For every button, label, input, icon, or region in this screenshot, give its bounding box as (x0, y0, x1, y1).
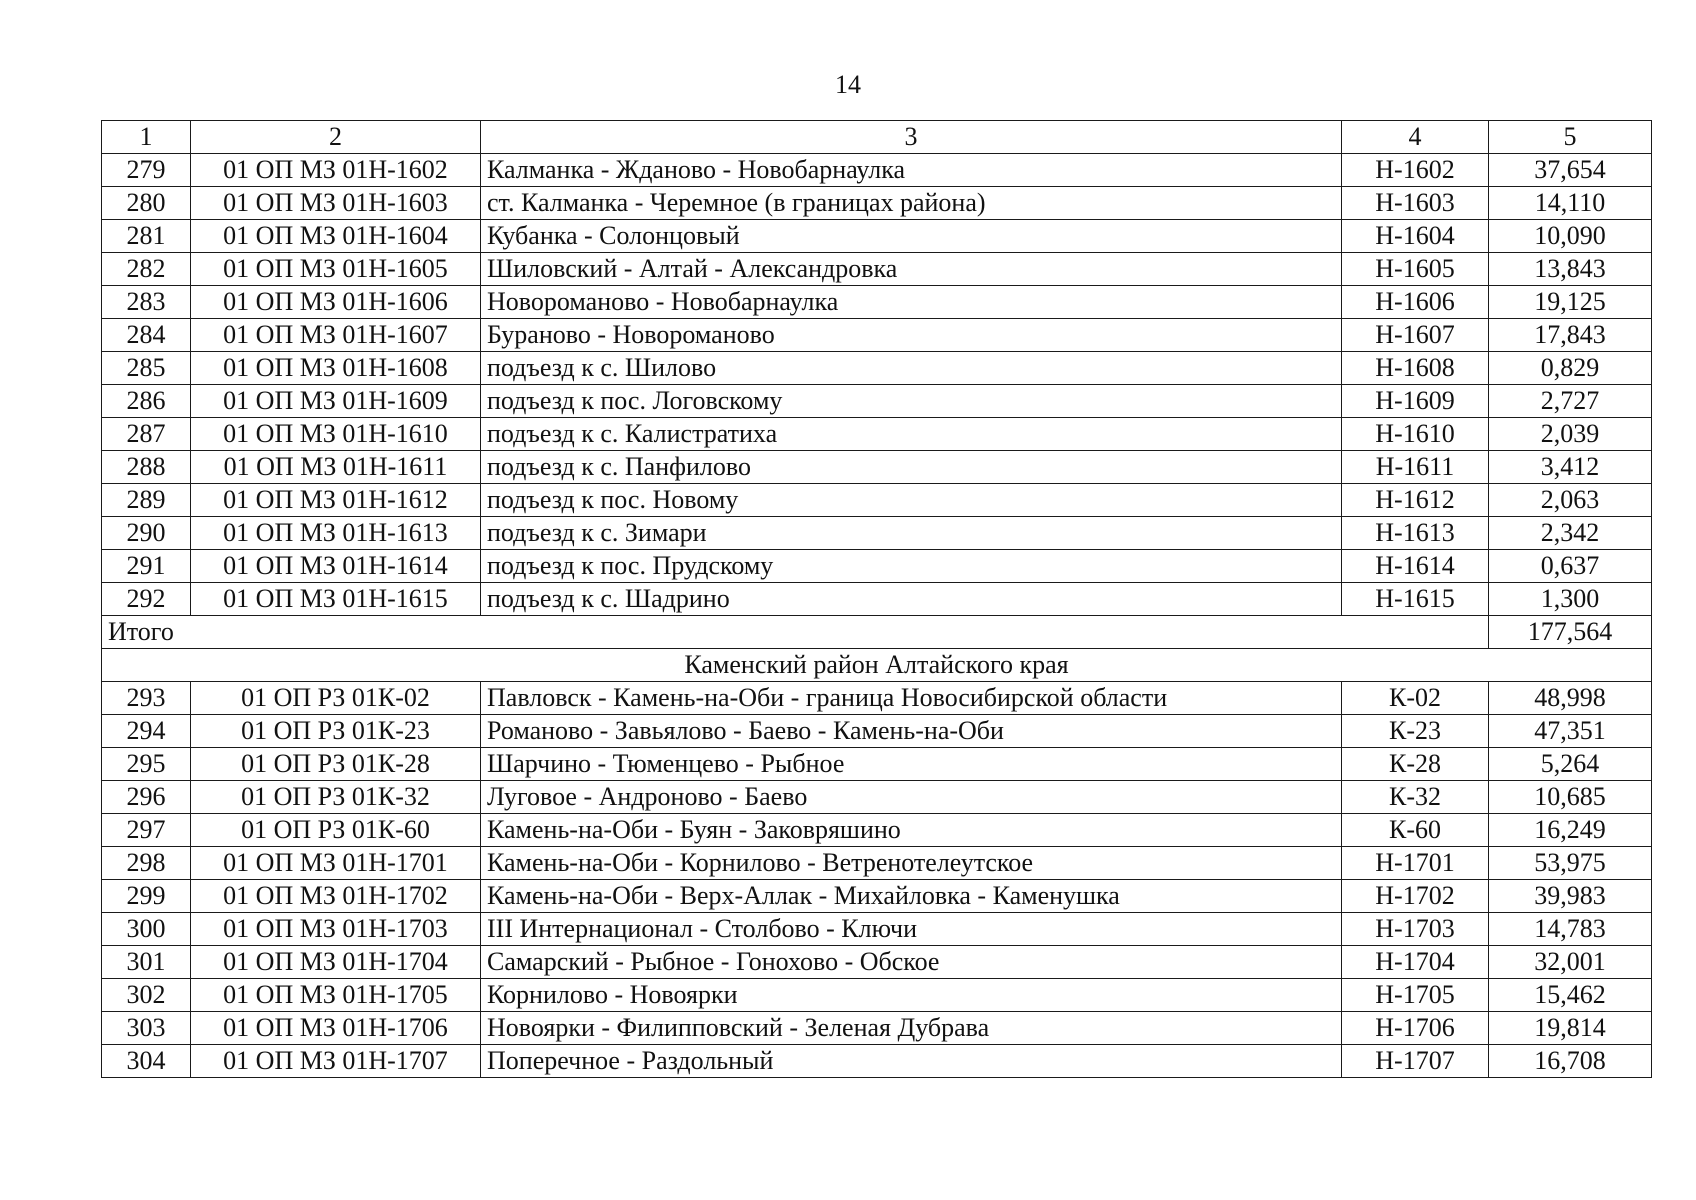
road-length: 2,342 (1489, 517, 1652, 550)
row-number: 280 (102, 187, 191, 220)
road-name: Бураново - Новороманово (481, 319, 1342, 352)
header-cell-4: 4 (1342, 121, 1489, 154)
table-row (102, 715, 1652, 748)
table-row (102, 352, 1652, 385)
road-code: К-60 (1342, 814, 1489, 847)
table-row (102, 517, 1652, 550)
table-row (102, 814, 1652, 847)
road-id: 01 ОП МЗ 01Н-1604 (191, 220, 481, 253)
road-code: Н-1610 (1342, 418, 1489, 451)
table-row (102, 682, 1652, 715)
table-row (102, 781, 1652, 814)
road-length: 2,727 (1489, 385, 1652, 418)
road-name: подъезд к с. Зимари (481, 517, 1342, 550)
road-code: Н-1704 (1342, 946, 1489, 979)
row-number: 295 (102, 748, 191, 781)
road-code: К-23 (1342, 715, 1489, 748)
road-length: 16,249 (1489, 814, 1652, 847)
road-id: 01 ОП РЗ 01К-32 (191, 781, 481, 814)
road-id: 01 ОП МЗ 01Н-1605 (191, 253, 481, 286)
road-id: 01 ОП РЗ 01К-60 (191, 814, 481, 847)
road-id: 01 ОП МЗ 01Н-1702 (191, 880, 481, 913)
table-row (102, 979, 1652, 1012)
total-row (102, 616, 1652, 649)
road-length: 5,264 (1489, 748, 1652, 781)
road-id: 01 ОП МЗ 01Н-1602 (191, 154, 481, 187)
total-value: 177,564 (1489, 616, 1652, 649)
table-row (102, 913, 1652, 946)
row-number: 301 (102, 946, 191, 979)
road-code: Н-1614 (1342, 550, 1489, 583)
row-number: 281 (102, 220, 191, 253)
road-code: Н-1705 (1342, 979, 1489, 1012)
row-number: 297 (102, 814, 191, 847)
road-id: 01 ОП МЗ 01Н-1704 (191, 946, 481, 979)
road-code: Н-1602 (1342, 154, 1489, 187)
road-code: Н-1611 (1342, 451, 1489, 484)
road-length: 15,462 (1489, 979, 1652, 1012)
road-name: подъезд к с. Калистратиха (481, 418, 1342, 451)
road-length: 10,090 (1489, 220, 1652, 253)
row-number: 282 (102, 253, 191, 286)
road-length: 3,412 (1489, 451, 1652, 484)
row-number: 300 (102, 913, 191, 946)
header-row (102, 121, 1652, 154)
row-number: 293 (102, 682, 191, 715)
road-id: 01 ОП МЗ 01Н-1705 (191, 979, 481, 1012)
road-code: Н-1606 (1342, 286, 1489, 319)
table-row (102, 154, 1652, 187)
road-id: 01 ОП МЗ 01Н-1608 (191, 352, 481, 385)
header-cell-1: 1 (102, 121, 191, 154)
road-id: 01 ОП МЗ 01Н-1609 (191, 385, 481, 418)
road-code: Н-1607 (1342, 319, 1489, 352)
table-row (102, 484, 1652, 517)
row-number: 296 (102, 781, 191, 814)
row-number: 292 (102, 583, 191, 616)
total-label: Итого (102, 616, 1489, 649)
road-name: Шарчино - Тюменцево - Рыбное (481, 748, 1342, 781)
table-row (102, 286, 1652, 319)
road-name: Камень-на-Оби - Корнилово - Ветренотелеутское (481, 847, 1342, 880)
row-number: 291 (102, 550, 191, 583)
road-code: Н-1603 (1342, 187, 1489, 220)
road-code: Н-1604 (1342, 220, 1489, 253)
road-name: подъезд к пос. Прудскому (481, 550, 1342, 583)
road-name: Корнилово - Новоярки (481, 979, 1342, 1012)
road-length: 2,039 (1489, 418, 1652, 451)
row-number: 287 (102, 418, 191, 451)
road-length: 1,300 (1489, 583, 1652, 616)
road-code: Н-1608 (1342, 352, 1489, 385)
section-title: Каменский район Алтайского края (102, 649, 1652, 682)
table-row (102, 1012, 1652, 1045)
road-id: 01 ОП МЗ 01Н-1707 (191, 1045, 481, 1078)
row-number: 283 (102, 286, 191, 319)
table-row (102, 187, 1652, 220)
table-row (102, 847, 1652, 880)
road-name: Романово - Завьялово - Баево - Камень-на-Оби (481, 715, 1342, 748)
road-name: Новороманово - Новобарнаулка (481, 286, 1342, 319)
row-number: 298 (102, 847, 191, 880)
road-name: ст. Калманка - Черемное (в границах района) (481, 187, 1342, 220)
road-length: 14,110 (1489, 187, 1652, 220)
table-row (102, 1045, 1652, 1078)
table-row (102, 946, 1652, 979)
road-id: 01 ОП МЗ 01Н-1610 (191, 418, 481, 451)
road-length: 37,654 (1489, 154, 1652, 187)
road-length: 17,843 (1489, 319, 1652, 352)
table-row (102, 748, 1652, 781)
road-name: III Интернационал - Столбово - Ключи (481, 913, 1342, 946)
road-code: Н-1702 (1342, 880, 1489, 913)
road-length: 53,975 (1489, 847, 1652, 880)
road-id: 01 ОП МЗ 01Н-1606 (191, 286, 481, 319)
road-code: Н-1703 (1342, 913, 1489, 946)
header-cell-2: 2 (191, 121, 481, 154)
section-row (102, 649, 1652, 682)
road-code: Н-1613 (1342, 517, 1489, 550)
table-row (102, 451, 1652, 484)
road-id: 01 ОП МЗ 01Н-1603 (191, 187, 481, 220)
road-name: подъезд к пос. Новому (481, 484, 1342, 517)
road-id: 01 ОП МЗ 01Н-1615 (191, 583, 481, 616)
road-length: 19,125 (1489, 286, 1652, 319)
roads-table (101, 120, 1652, 1078)
table-row (102, 253, 1652, 286)
road-name: подъезд к с. Панфилово (481, 451, 1342, 484)
road-length: 0,637 (1489, 550, 1652, 583)
road-code: Н-1612 (1342, 484, 1489, 517)
road-length: 16,708 (1489, 1045, 1652, 1078)
road-length: 0,829 (1489, 352, 1652, 385)
road-name: Камень-на-Оби - Буян - Заковряшино (481, 814, 1342, 847)
road-id: 01 ОП МЗ 01Н-1612 (191, 484, 481, 517)
road-name: Поперечное - Раздольный (481, 1045, 1342, 1078)
road-code: Н-1707 (1342, 1045, 1489, 1078)
row-number: 284 (102, 319, 191, 352)
road-name: подъезд к с. Шилово (481, 352, 1342, 385)
road-name: подъезд к пос. Логовскому (481, 385, 1342, 418)
road-length: 13,843 (1489, 253, 1652, 286)
row-number: 285 (102, 352, 191, 385)
road-code: Н-1706 (1342, 1012, 1489, 1045)
road-id: 01 ОП РЗ 01К-02 (191, 682, 481, 715)
table-row (102, 418, 1652, 451)
row-number: 294 (102, 715, 191, 748)
road-id: 01 ОП МЗ 01Н-1706 (191, 1012, 481, 1045)
table-row (102, 550, 1652, 583)
table-row (102, 220, 1652, 253)
road-length: 2,063 (1489, 484, 1652, 517)
road-id: 01 ОП РЗ 01К-23 (191, 715, 481, 748)
header-cell-5: 5 (1489, 121, 1652, 154)
header-cell-3: 3 (481, 121, 1342, 154)
road-id: 01 ОП МЗ 01Н-1611 (191, 451, 481, 484)
row-number: 289 (102, 484, 191, 517)
page-number: 14 (835, 70, 861, 99)
road-length: 48,998 (1489, 682, 1652, 715)
road-id: 01 ОП МЗ 01Н-1701 (191, 847, 481, 880)
road-id: 01 ОП РЗ 01К-28 (191, 748, 481, 781)
road-id: 01 ОП МЗ 01Н-1614 (191, 550, 481, 583)
road-code: Н-1605 (1342, 253, 1489, 286)
road-name: Новоярки - Филипповский - Зеленая Дубрава (481, 1012, 1342, 1045)
row-number: 304 (102, 1045, 191, 1078)
road-name: Шиловский - Алтай - Александровка (481, 253, 1342, 286)
road-name: Калманка - Жданово - Новобарнаулка (481, 154, 1342, 187)
table-row (102, 319, 1652, 352)
road-length: 19,814 (1489, 1012, 1652, 1045)
road-name: Камень-на-Оби - Верх-Аллак - Михайловка - Каменушка (481, 880, 1342, 913)
road-length: 32,001 (1489, 946, 1652, 979)
road-name: подъезд к с. Шадрино (481, 583, 1342, 616)
table-row (102, 385, 1652, 418)
table-row (102, 583, 1652, 616)
road-id: 01 ОП МЗ 01Н-1613 (191, 517, 481, 550)
road-length: 39,983 (1489, 880, 1652, 913)
row-number: 302 (102, 979, 191, 1012)
row-number: 303 (102, 1012, 191, 1045)
road-code: К-28 (1342, 748, 1489, 781)
road-code: К-02 (1342, 682, 1489, 715)
road-name: Луговое - Андроново - Баево (481, 781, 1342, 814)
road-length: 10,685 (1489, 781, 1652, 814)
road-name: Павловск - Камень-на-Оби - граница Новосибирской области (481, 682, 1342, 715)
road-id: 01 ОП МЗ 01Н-1607 (191, 319, 481, 352)
road-name: Самарский - Рыбное - Гонохово - Обское (481, 946, 1342, 979)
road-length: 47,351 (1489, 715, 1652, 748)
row-number: 299 (102, 880, 191, 913)
road-code: Н-1609 (1342, 385, 1489, 418)
road-id: 01 ОП МЗ 01Н-1703 (191, 913, 481, 946)
road-length: 14,783 (1489, 913, 1652, 946)
road-code: Н-1701 (1342, 847, 1489, 880)
road-name: Кубанка - Солонцовый (481, 220, 1342, 253)
row-number: 286 (102, 385, 191, 418)
road-code: К-32 (1342, 781, 1489, 814)
row-number: 279 (102, 154, 191, 187)
table-row (102, 880, 1652, 913)
road-code: Н-1615 (1342, 583, 1489, 616)
row-number: 290 (102, 517, 191, 550)
row-number: 288 (102, 451, 191, 484)
